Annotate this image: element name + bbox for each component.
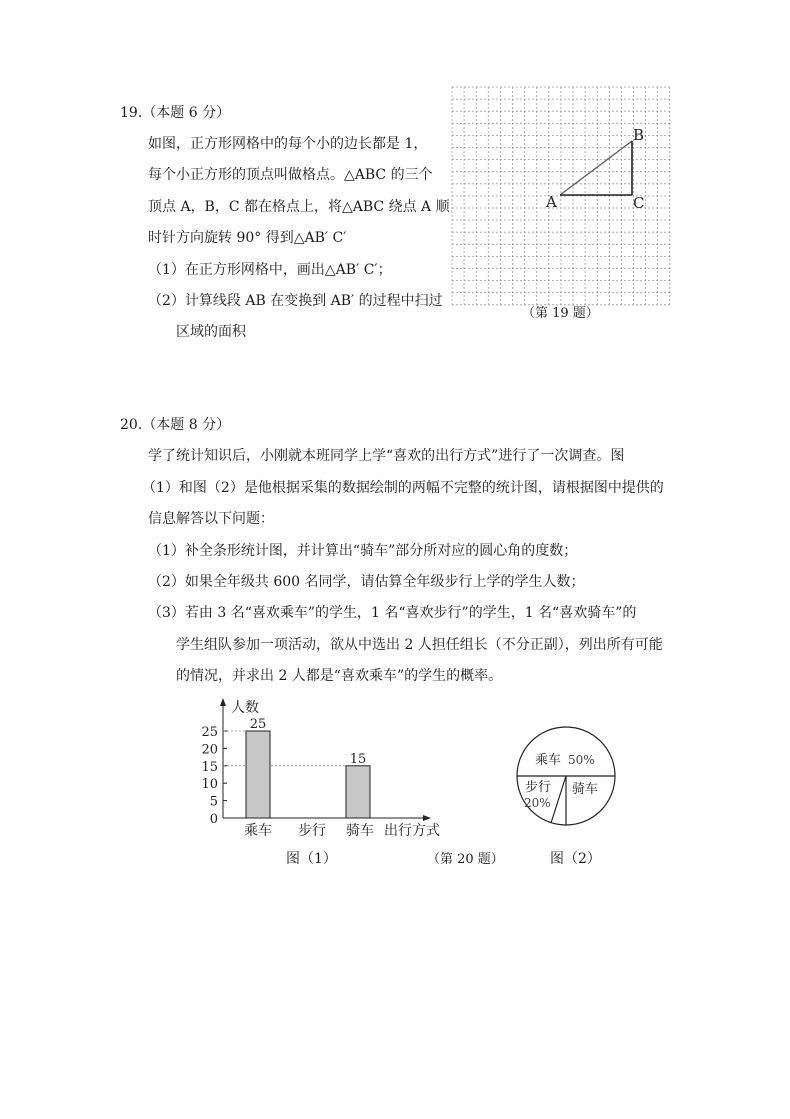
q20-sub3-a: （3）若由 3 名“喜欢乘车”的学生，1 名“喜欢步行”的学生，1 名“喜欢骑车”的 bbox=[148, 605, 637, 621]
bar bbox=[346, 766, 370, 818]
fig2-caption: 图（2） bbox=[550, 851, 601, 867]
fig1-caption: 图（1） bbox=[286, 851, 337, 867]
label-b: B bbox=[633, 126, 645, 144]
q20-intro-3: 信息解答以下问题： bbox=[148, 511, 274, 527]
q19-caption: （第 19 题） bbox=[522, 306, 599, 321]
q20-sub1: （1）补全条形统计图，并计算出“骑车”部分所对应的圆心角的度数； bbox=[148, 543, 578, 559]
q20-intro-1: 学了统计知识后，小刚就本班同学上学“喜欢的出行方式”进行了一次调查。图 bbox=[148, 448, 625, 464]
q19-sub2: （2）计算线段 AB 在变换到 AB′ 的过程中扫过 bbox=[148, 293, 443, 309]
slice-label-bike: 骑车 bbox=[572, 782, 599, 797]
bar-value-label: 15 bbox=[349, 751, 367, 767]
label-c: C bbox=[633, 194, 645, 212]
category-label: 步行 bbox=[298, 823, 326, 839]
y-tick-label: 10 bbox=[201, 777, 218, 793]
q19-grid-figure bbox=[445, 82, 675, 332]
q20-header: 20.（本题 8 分） bbox=[120, 417, 231, 433]
q20-sub2: （2）如果全年级共 600 名同学，请估算全年级步行上学的学生人数； bbox=[148, 574, 585, 590]
q20-intro-2: （1）和图（2）是他根据采集的数据绘制的两幅不完整的统计图，请根据图中提供的 bbox=[142, 480, 664, 496]
bar-chart bbox=[190, 692, 460, 847]
q19-sub1: （1）在正方形网格中，画出△AB′ C′； bbox=[148, 262, 392, 278]
slice-percent-walk: 20% bbox=[524, 796, 551, 810]
slice-label-walk: 步行 bbox=[525, 780, 552, 795]
pie-chart bbox=[510, 722, 625, 832]
y-tick-label: 25 bbox=[201, 725, 218, 740]
y-tick-label: 20 bbox=[201, 742, 218, 758]
q19-line-4: 时针方向旋转 90° 得到△AB′ C′ bbox=[148, 230, 347, 246]
y-tick-label: 0 bbox=[209, 812, 218, 827]
x-axis-label: 出行方式 bbox=[384, 823, 440, 839]
q19-line-2: 每个小正方形的顶点叫做格点。△ABC 的三个 bbox=[148, 167, 433, 183]
y-axis-arrow bbox=[220, 698, 226, 706]
label-a: A bbox=[546, 193, 557, 211]
q19-line-3: 顶点 A，B，C 都在格点上，将△ABC 绕点 A 顺 bbox=[148, 199, 450, 215]
q20-sub3-c: 的情况，并求出 2 人都是“喜欢乘车”的学生的概率。 bbox=[176, 668, 503, 684]
q20-sub3-b: 学生组队参加一项活动，欲从中选出 2 人担任组长（不分正副），列出所有可能 bbox=[176, 637, 663, 653]
bar bbox=[246, 731, 270, 818]
slice-label-bus: 乘车 bbox=[535, 753, 562, 768]
slice-percent-bus: 50% bbox=[568, 753, 595, 767]
q19-sub2-cont: 区域的面积 bbox=[176, 324, 246, 340]
y-tick-label: 5 bbox=[209, 794, 218, 810]
x-axis-arrow bbox=[423, 815, 431, 821]
q19-line-1: 如图，正方形网格中的每个小的边长都是 1， bbox=[148, 136, 428, 152]
category-label: 骑车 bbox=[346, 823, 374, 839]
bar-value-label: 25 bbox=[249, 717, 267, 732]
q20-caption: （第 20 题） bbox=[427, 852, 504, 867]
y-axis-label: 人数 bbox=[231, 700, 259, 716]
y-tick-label: 15 bbox=[201, 759, 218, 775]
q19-header: 19.（本题 6 分） bbox=[120, 105, 231, 121]
category-label: 乘车 bbox=[244, 823, 272, 839]
